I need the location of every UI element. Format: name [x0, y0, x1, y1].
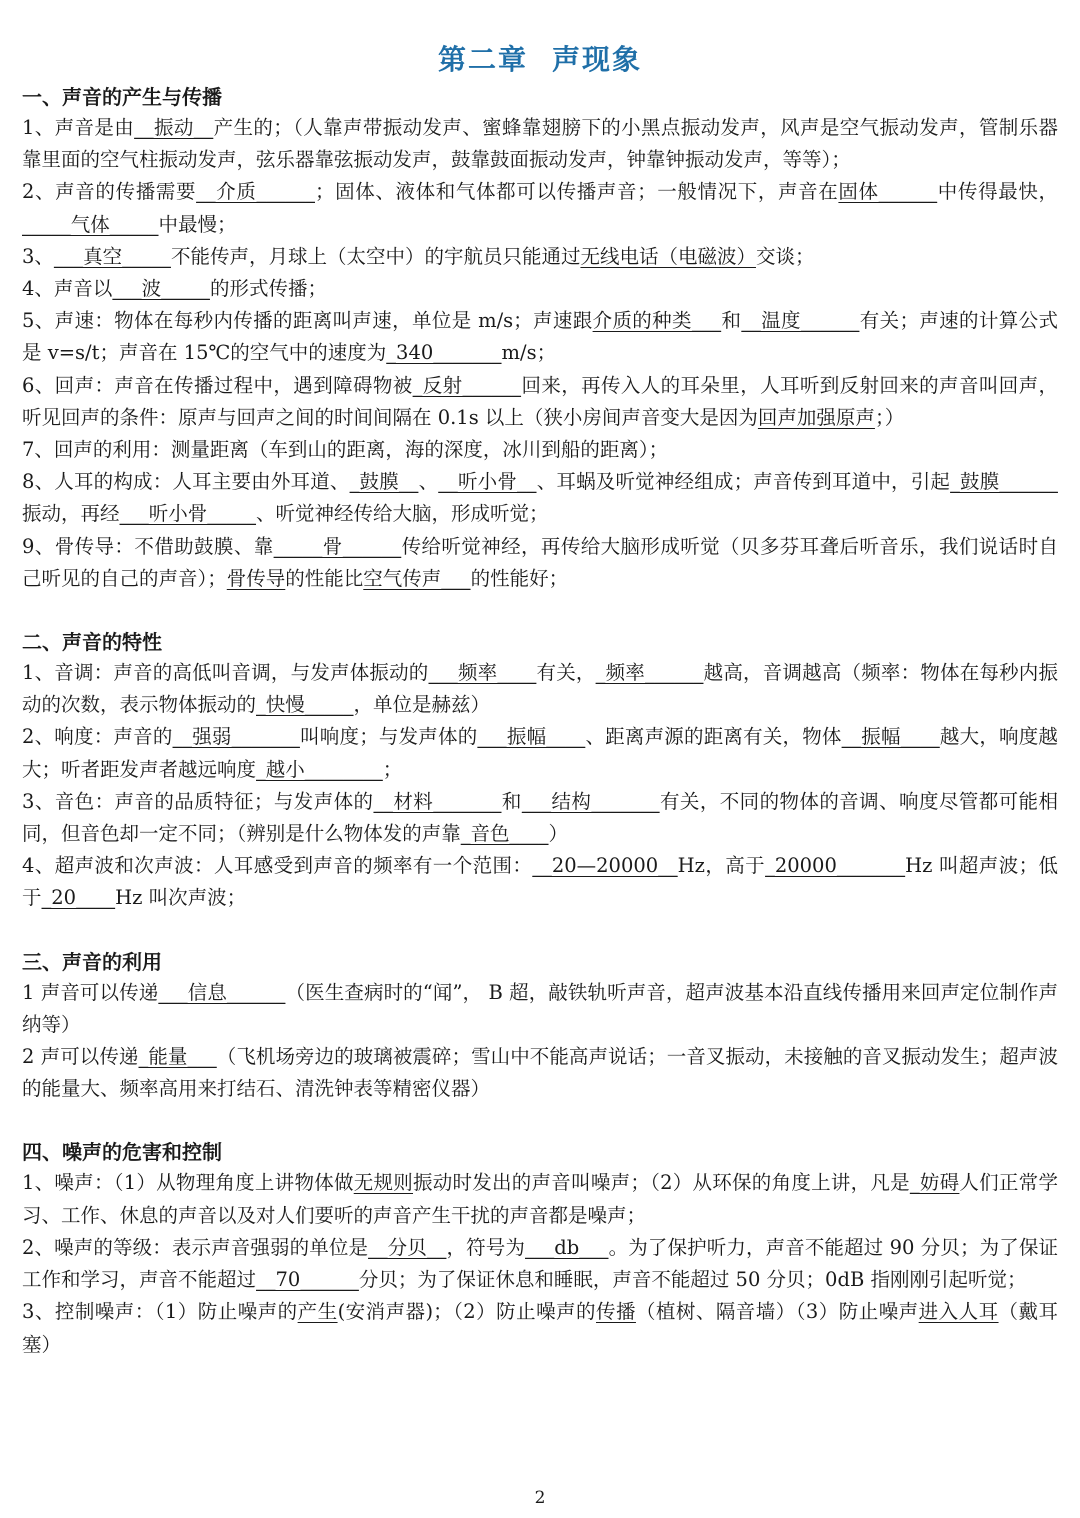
item-text: Hz 叫超声波；低于 [22, 854, 1058, 910]
section-item [22, 112, 1058, 176]
item-text: Hz，高于 [677, 854, 766, 878]
section-item [22, 434, 1058, 466]
section-item [22, 1296, 1058, 1360]
answer-blank: _____气体_____ [22, 212, 159, 236]
item-text: 2 声可以传递 [22, 1045, 139, 1069]
answer-blank: _妨碍 [909, 1171, 960, 1195]
answer-blank: ___振幅____ [477, 725, 586, 749]
page-number: 2 [534, 1488, 546, 1508]
answer-blank: __振幅____ [841, 725, 940, 749]
item-text: ） [548, 822, 569, 846]
answer-blank: _反射______ [412, 373, 522, 397]
answer-blank: ___听小骨_____ [119, 502, 257, 526]
chapter-number: 第二章 [437, 43, 528, 76]
item-text: 3、控制噪声：（1）防止噪声的 [22, 1300, 298, 1324]
answer-blank: ___结构_______ [521, 789, 660, 813]
item-text: 振动，再经 [22, 502, 120, 526]
answer-blank: _快慢_____ [256, 693, 354, 717]
section-item [22, 370, 1058, 434]
item-text: 1 声音可以传递 [22, 980, 159, 1004]
section-item [22, 273, 1058, 305]
section-item [22, 466, 1058, 530]
section [22, 947, 1058, 1106]
section-item [22, 721, 1058, 785]
section-item [22, 657, 1058, 721]
item-text: 中传得最快， [937, 180, 1058, 204]
answer-blank: _能量___ [138, 1045, 217, 1069]
chapter-name: 声现象 [552, 43, 643, 76]
answer-blank: __介质______ [196, 180, 315, 204]
answer-blank: 无线电话（电磁波） [580, 244, 756, 268]
answer-blank: __振动__ [134, 116, 214, 139]
item-text: ；固体、液体和气体都可以传播声音；一般情况下，声音在 [315, 180, 839, 204]
item-text: （飞机场旁边的玻璃被震碎；雪山中不能高声说话；一音叉振动，未接触的音叉振动发生；超声波的能量大、频率高用来打结石、清洗钟表等精密仪器） [22, 1045, 1058, 1101]
answer-blank: _20000_______ [765, 854, 906, 878]
answer-blank: 无规则 [353, 1171, 413, 1195]
section-item [22, 305, 1058, 369]
section-item [22, 977, 1058, 1041]
item-text: 叫响度；与发声体的 [299, 725, 478, 749]
item-text: 中最慢； [158, 212, 237, 236]
item-text: 4、超声波和次声波：人耳感受到声音的频率有一个范围： [22, 854, 533, 878]
item-text: 的性能比 [285, 566, 364, 590]
item-text: 有关；声速的计算公式是 v=s/t；声音在 15℃的空气中的速度为 [22, 309, 1058, 365]
item-text: 人们正常学习、工作、休息的声音以及对人们要听的声音产生干扰的声音都是噪声； [22, 1171, 1058, 1227]
item-text: （医生查病时的“闻”， B 超，敲铁轨听声音，超声波基本沿直线传播用来回声定位制作声纳等） [22, 980, 1058, 1036]
answer-blank: _鼓膜______ [950, 470, 1058, 494]
item-text: 2、噪声的等级：表示声音强弱的单位是 [22, 1235, 369, 1259]
item-text: 。为了保护听力，声音不能超过 90 分贝；为了保证工作和学习，声音不能超过 [22, 1235, 1058, 1292]
answer-blank: __分贝__ [368, 1235, 447, 1259]
item-text: 7、回声的利用：测量距离（车到山的距离，海的深度，冰川到船的距离）； [22, 438, 669, 462]
item-text: 的形式传播； [209, 277, 327, 301]
answer-blank: ___信息______ [158, 980, 286, 1004]
answer-blank: 传播 [596, 1300, 636, 1324]
item-text: 越大，响度越大；听者距发声者越远响度 [22, 725, 1058, 781]
answer-blank: 产生 [297, 1300, 338, 1324]
item-text: Hz 叫次声波； [115, 886, 247, 910]
item-text: 交谈； [755, 244, 815, 268]
chapter-title [22, 38, 1058, 82]
item-text: 8、人耳的构成：人耳主要由外耳道、 [22, 470, 350, 494]
item-text: 1、音调：声音的高低叫音调，与发声体振动的 [22, 661, 429, 685]
item-text: ； [382, 757, 403, 781]
answer-blank: __材料_______ [373, 789, 502, 813]
section [22, 1137, 1058, 1360]
answer-blank: 空气传声___ [363, 566, 471, 590]
section-item [22, 241, 1058, 273]
answer-blank: ___频率____ [428, 661, 537, 685]
section-gap [22, 1105, 1058, 1137]
answer-blank: ___波_____ [112, 277, 210, 301]
section-title: 二、声音的特性 [22, 630, 162, 655]
item-text: 的性能好； [470, 566, 569, 590]
section-item [22, 786, 1058, 850]
item-text: 越高，音调越高（频率：物体在每秒内振动的次数，表示物体振动的 [22, 661, 1058, 717]
answer-blank: 固体______ [838, 180, 938, 204]
item-text: 和 [721, 309, 742, 333]
answer-blank: __20—20000__ [532, 854, 678, 878]
answer-blank: _____骨______ [273, 534, 402, 558]
answer-blank: __强弱_______ [172, 725, 300, 749]
section-title: 三、声音的利用 [22, 949, 162, 974]
item-text: 2、声音的传播需要 [22, 180, 197, 204]
item-text: 、 [418, 470, 439, 494]
item-text: 2、响度：声音的 [22, 725, 173, 749]
item-text: 分贝；为了保证休息和睡眠，声音不能超过 50 分贝；0dB 指刚刚引起听觉； [358, 1268, 1027, 1292]
answer-blank: ___真空_____ [53, 244, 171, 268]
item-text: 传给听觉神经，再传给大脑形成听觉（贝多芬耳聋后听音乐，我们说话时自己听见的自己的声音）； [22, 534, 1058, 590]
answer-blank: ___db___ [525, 1235, 609, 1259]
section [22, 82, 1058, 595]
item-text: 产生的；（人靠声带振动发声、蜜蜂靠翅膀下的小黑点振动发声，风声是空气振动发声，管制乐器靠里面的空气柱振动发声，弦乐器靠弦振动发声，鼓靠鼓面振动发声，钟靠钟振动发声，等等）； [22, 116, 1058, 172]
item-text: （戴耳塞） [22, 1300, 1058, 1356]
section-item [22, 531, 1058, 595]
item-text: (安消声器)；（2）防止噪声的 [337, 1300, 596, 1324]
item-text: 1、噪声：（1）从物理角度上讲物体做 [22, 1171, 354, 1195]
item-text: m/s； [501, 341, 557, 365]
answer-blank: __温度______ [741, 309, 860, 333]
document-page [22, 38, 1058, 1361]
item-text: 5、声速：物体在每秒内传播的距离叫声速，单位是 m/s；声速跟 [22, 309, 593, 333]
answer-blank: _音色____ [460, 822, 549, 846]
section-item [22, 1167, 1058, 1231]
item-text: （植树、隔音墙）（3）防止噪声 [635, 1300, 919, 1324]
item-text: 、距离声源的距离有关，物体 [585, 725, 842, 749]
answer-blank: __听小骨__ [438, 470, 537, 494]
answer-blank: 回声加强原声 [757, 405, 875, 429]
answer-blank: 介质的种类___ [592, 309, 722, 333]
answer-blank: 进入人耳 [918, 1300, 999, 1324]
answer-blank: _越小________ [256, 757, 383, 781]
section-title: 四、噪声的危害和控制 [22, 1140, 222, 1165]
section-gap [22, 595, 1058, 627]
item-text: 3、 [22, 244, 54, 268]
item-text: 1、声音是由 [22, 116, 135, 139]
section [22, 627, 1058, 915]
item-text: 、耳蜗及听觉神经组成；声音传到耳道中，引起 [536, 470, 951, 494]
answer-blank: _频率______ [595, 661, 704, 685]
section-item [22, 1041, 1058, 1105]
item-text: 4、声音以 [22, 277, 113, 301]
answer-blank: __70______ [256, 1268, 359, 1292]
section-title: 一、声音的产生与传播 [22, 85, 222, 109]
answer-blank: _340_______ [386, 341, 502, 365]
section-gap [22, 915, 1058, 947]
item-text: 有关，不同的物体的音调、响度尽管都可能相同，但音色却一定不同；（辨别是什么物体发的声靠 [22, 789, 1058, 846]
item-text: 不能传声，月球上（太空中）的宇航员只能通过 [170, 244, 581, 268]
item-text: 6、回声：声音在传播过程中，遇到障碍物被 [22, 373, 413, 397]
answer-blank: 骨传导 [226, 566, 286, 590]
item-text: 3、音色：声音的品质特征；与发声体的 [22, 789, 374, 813]
item-text: 振动时发出的声音叫噪声；（2）从环保的角度上讲，凡是 [413, 1171, 910, 1195]
answer-blank: _20____ [41, 886, 116, 910]
section-item [22, 1232, 1058, 1296]
item-text: ；） [874, 405, 905, 429]
item-text: 回来，再传入人的耳朵里，人耳听到反射回来的声音叫回声，听见回声的条件：原声与回声之间的时间间隔在 0.1s 以上（狭小房间声音变大是因为 [22, 373, 1058, 429]
section-item [22, 176, 1058, 240]
item-text: 9、骨传导：不借助鼓膜、靠 [22, 534, 274, 558]
answer-blank: _鼓膜__ [349, 470, 419, 494]
item-text: 和 [501, 789, 522, 813]
item-text: ，单位是赫兹） [353, 693, 491, 717]
section-item [22, 850, 1058, 914]
item-text: 有关， [536, 661, 596, 685]
item-text: ，符号为 [446, 1235, 526, 1259]
sections-container [22, 82, 1058, 1361]
item-text: 、听觉神经传给大脑，形成听觉； [256, 502, 549, 526]
